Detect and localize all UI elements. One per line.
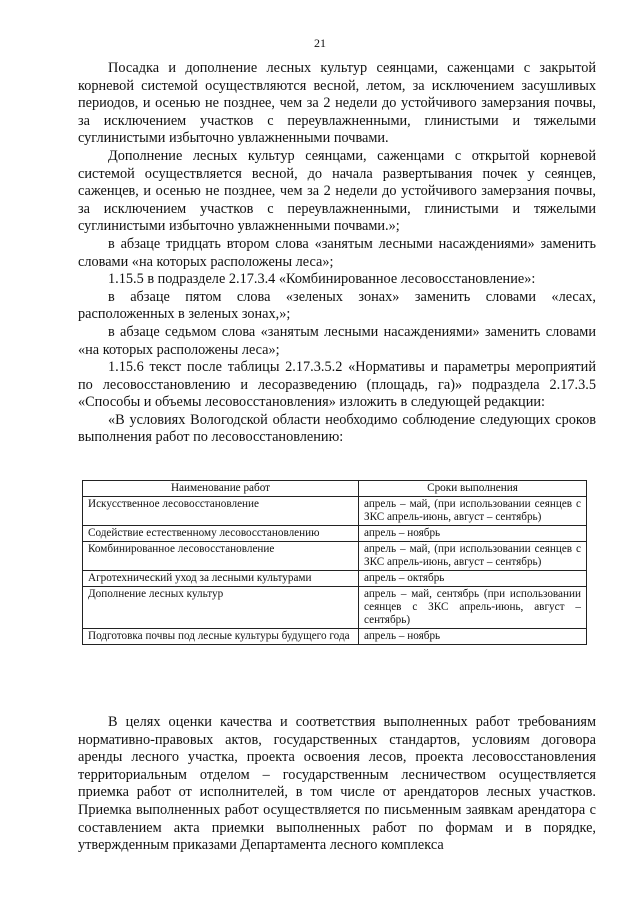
table-row — [83, 497, 587, 526]
table-row — [83, 571, 587, 587]
deadline-cell: апрель – май, (при использовании сеянцев с ЗКС апрель-июнь, август – сентябрь) — [359, 497, 587, 526]
paragraph: «В условиях Вологодской области необходимо соблюдение следующих сроков выполнения работ по лесовосстановлению: — [78, 411, 596, 446]
table-row — [83, 629, 587, 645]
work-name-cell: Подготовка почвы под лесные культуры будущего года — [83, 629, 359, 645]
deadline-cell: апрель – май, сентябрь (при использовании сеянцев с ЗКС апрель-июнь, август – сентябрь) — [359, 587, 587, 629]
paragraph: В целях оценки качества и соответствия выполненных работ требованиям нормативно-правовых актов, государственных стандартов, условиям договора аренды лесного участка, проекта освоения лесов, проекта лесовосстановления территориальным отделом – государственным лесничеством осуществляется приемка работ от исполнителей, в том числе от арендаторов лесных участков. Приемка выполненных работ осуществляется по письменным заявкам арендатора с составлением акта приемки выполненных работ по формам и в порядке, утвержденным приказами Департамента лесного комплекса — [78, 714, 596, 854]
works-schedule-table — [82, 480, 587, 645]
table-row — [83, 587, 587, 629]
deadline-cell: апрель – ноябрь — [359, 629, 587, 645]
table-row — [83, 542, 587, 571]
page-number: 21 — [314, 36, 326, 50]
table-header-row — [83, 481, 587, 497]
work-name-cell: Искусственное лесовосстановление — [83, 497, 359, 526]
work-name-cell: Комбинированное лесовосстановление — [83, 542, 359, 571]
paragraph: 1.15.5 в подразделе 2.17.3.4 «Комбинированное лесовосстановление»: — [108, 271, 536, 288]
paragraph: в абзаце пятом слова «зеленых зонах» заменить словами «лесах, расположенных в зеленых зонах,»; — [78, 288, 596, 323]
deadline-cell: апрель – октябрь — [359, 571, 587, 587]
paragraph: 1.15.6 текст после таблицы 2.17.3.5.2 «Нормативы и параметры мероприятий по лесовосстановлению и лесоразведению (площадь, га)» подраздела 2.17.3.5 «Способы и объемы лесовосстановления» изложить в следующей редакции: — [78, 359, 596, 411]
body-text-bottom — [78, 714, 596, 855]
work-name-cell: Содействие естественному лесовосстановлению — [83, 526, 359, 542]
work-name-cell: Дополнение лесных культур — [83, 587, 359, 629]
work-name-cell: Агротехнический уход за лесными культурами — [83, 571, 359, 587]
header-deadline: Сроки выполнения — [359, 481, 587, 497]
paragraph: Посадка и дополнение лесных культур сеянцами, саженцами с закрытой корневой системой осуществляются весной, летом, за исключением засушливых периодов, и осенью не позднее, чем за 2 недели до устойчивого замерзания почвы, за исключением участков с переувлажненными, глинистыми и тяжелыми суглинистыми избыточно увлажненными почвами. — [78, 60, 596, 147]
deadline-cell: апрель – ноябрь — [359, 526, 587, 542]
header-work-name: Наименование работ — [83, 481, 359, 497]
body-text-top — [78, 60, 596, 447]
paragraph: Дополнение лесных культур сеянцами, саженцами с открытой корневой системой осуществляется весной, до начала развертывания почек у сеянцев, саженцев, и осенью не позднее, чем за 2 недели до устойчивого замерзания почвы, за исключением участков с переувлажненными, глинистыми и тяжелыми суглинистыми избыточно увлажненными почвами.»; — [78, 147, 596, 235]
paragraph: в абзаце тридцать втором слова «занятым лесными насаждениями» заменить словами «на которых расположены леса»; — [78, 235, 596, 270]
deadline-cell: апрель – май, (при использовании сеянцев с ЗКС апрель-июнь, август – сентябрь) — [359, 542, 587, 571]
table-row — [83, 526, 587, 542]
paragraph: в абзаце седьмом слова «занятым лесными насаждениями» заменить словами «на которых расположены леса»; — [78, 323, 596, 358]
